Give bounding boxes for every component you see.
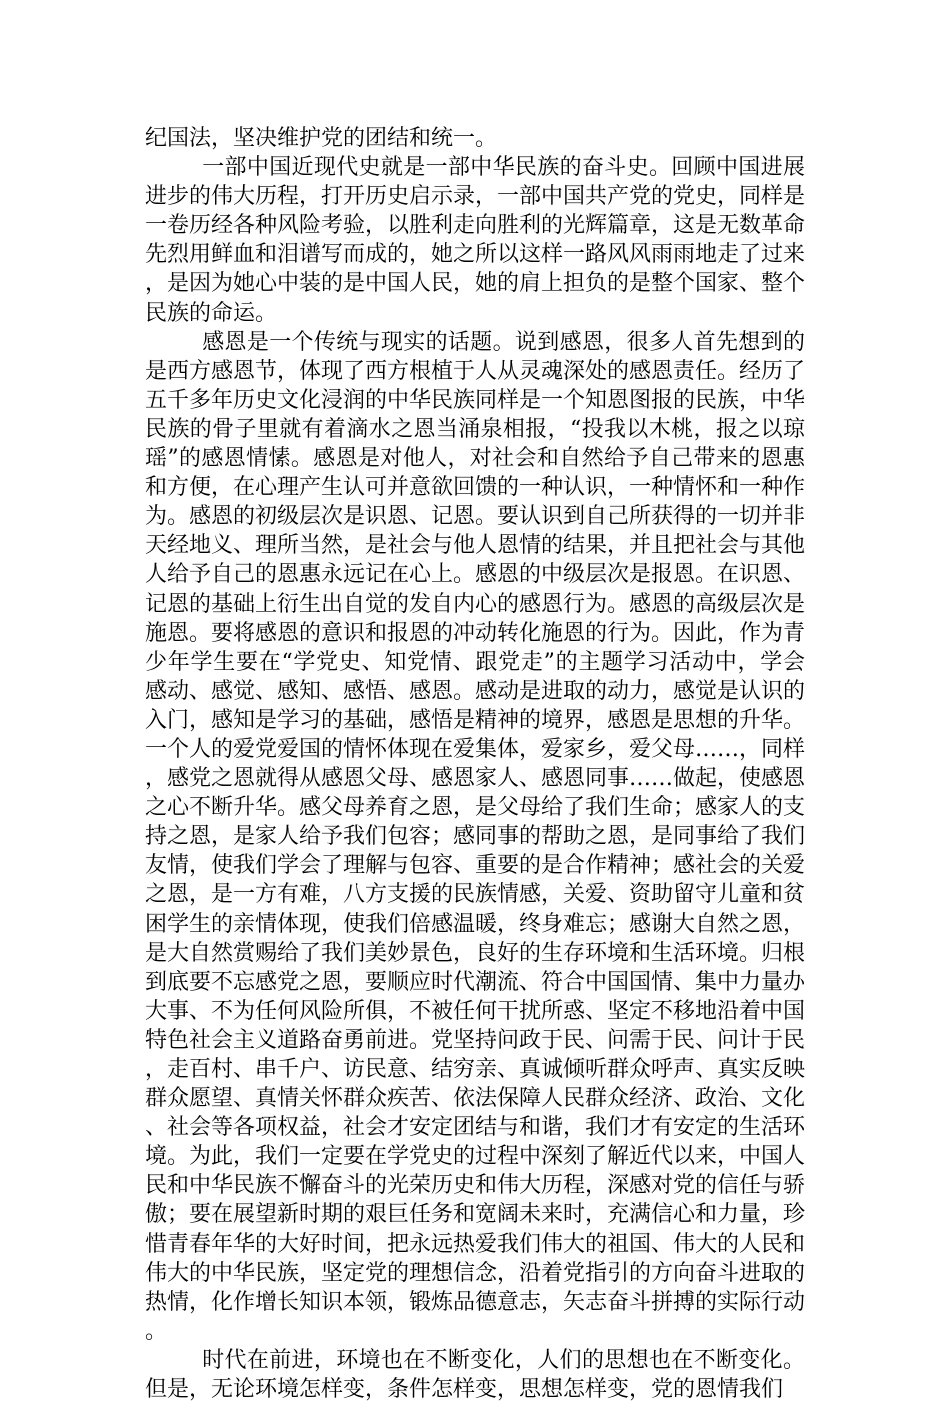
paragraph-continuation: 纪国法，坚决维护党的团结和统一。	[145, 126, 498, 151]
paragraph-history: 一部中国近现代史就是一部中华民族的奋斗史。回顾中国进展进步的伟大历程，打开历史启示录，一部中国共产党的党史，同样是一卷历经各种风险考验，以胜利走向胜利的光辉篇章，这是无数革命先烈用鲜血和泪谱写而成的，她之所以这样一路风风雨雨地走了过来，是因为她心中装的是中国人民，她的肩上担负的是整个国家、整个民族的命运。	[145, 155, 806, 326]
document-body	[145, 124, 805, 1404]
paragraph-times: 时代在前进，环境也在不断变化，人们的思想也在不断变化。但是，无论环境怎样变，条件怎样变，思想怎样变，党的恩情我们	[145, 1347, 805, 1403]
paragraph-gratitude: 感恩是一个传统与现实的话题。说到感恩，很多人首先想到的是西方感恩节，体现了西方根植于人从灵魂深处的感恩责任。经历了五千多年历史文化浸润的中华民族同样是一个知恩图报的民族，中华民族的骨子里就有着滴水之恩当涌泉相报，“投我以木桃，报之以琼瑶”的感恩情愫。感恩是对他人，对社会和自然给予自己带来的恩惠和方便，在心理产生认可并意欲回馈的一种认识，一种情怀和一种作为。感恩的初级层次是识恩、记恩。要认识到自己所获得的一切并非天经地义、理所当然，是社会与他人恩情的结果，并且把社会与其他人给予自己的恩惠永远记在心上。感恩的中级层次是报恩。在识恩、记恩的基础上衍生出自觉的发自内心的感恩行为。感恩的高级层次是施恩。要将感恩的意识和报恩的冲动转化施恩的行为。因此，作为青少年学生要在“学党史、知党情、跟党走”的主题学习活动中，学会感动、感觉、感知、感悟、感恩。感动是进取的动力，感觉是认识的入门，感知是学习的基础，感悟是精神的境界，感恩是思想的升华。一个人的爱党爱国的情怀体现在爱集体，爱家乡，爱父母……，同样，感党之恩就得从感恩父母、感恩家人、感恩同事……做起，使感恩之心不断升华。感父母养育之恩，是父母给了我们生命；感家人的支持之恩，是家人给予我们包容；感同事的帮助之恩，是同事给了我们友情，使我们学会了理解与包容、重要的是合作精神；感社会的关爱之恩，是一方有难，八方支援的民族情感，关爱、资助留守儿童和贫困学生的亲情体现，使我们倍感温暖，终身难忘；感谢大自然之恩，是大自然赏赐给了我们美妙景色，良好的生存环境和生活环境。归根到底要不忘感党之恩，要顺应时代潮流、符合中国国情、集中力量办大事、不为任何风险所俱，不被任何干扰所惑、坚定不移地沿着中国特色社会主义道路奋勇前进。党坚持问政于民、问需于民、问计于民，走百村、串千户、访民意、结穷亲、真诚倾听群众呼声、真实反映群众愿望、真情关怀群众疾苦、依法保障人民群众经济、政治、文化、社会等各项权益，社会才安定团结与和谐，我们才有安定的生活环境。为此，我们一定要在学党史的过程中深刻了解近代以来，中国人民和中华民族不懈奋斗的光荣历史和伟大历程，深感对党的信任与骄傲；要在展望新时期的艰巨任务和宽阔未来时，充满信心和力量，珍惜青春年华的大好时间，把永远热爱我们伟大的祖国、伟大的人民和伟大的中华民族，坚定党的理想信念，沿着党指引的方向奋斗进取的热情，化作增长知识本领，锻炼品德意志，矢志奋斗拼搏的实际行动。	[145, 329, 806, 1344]
